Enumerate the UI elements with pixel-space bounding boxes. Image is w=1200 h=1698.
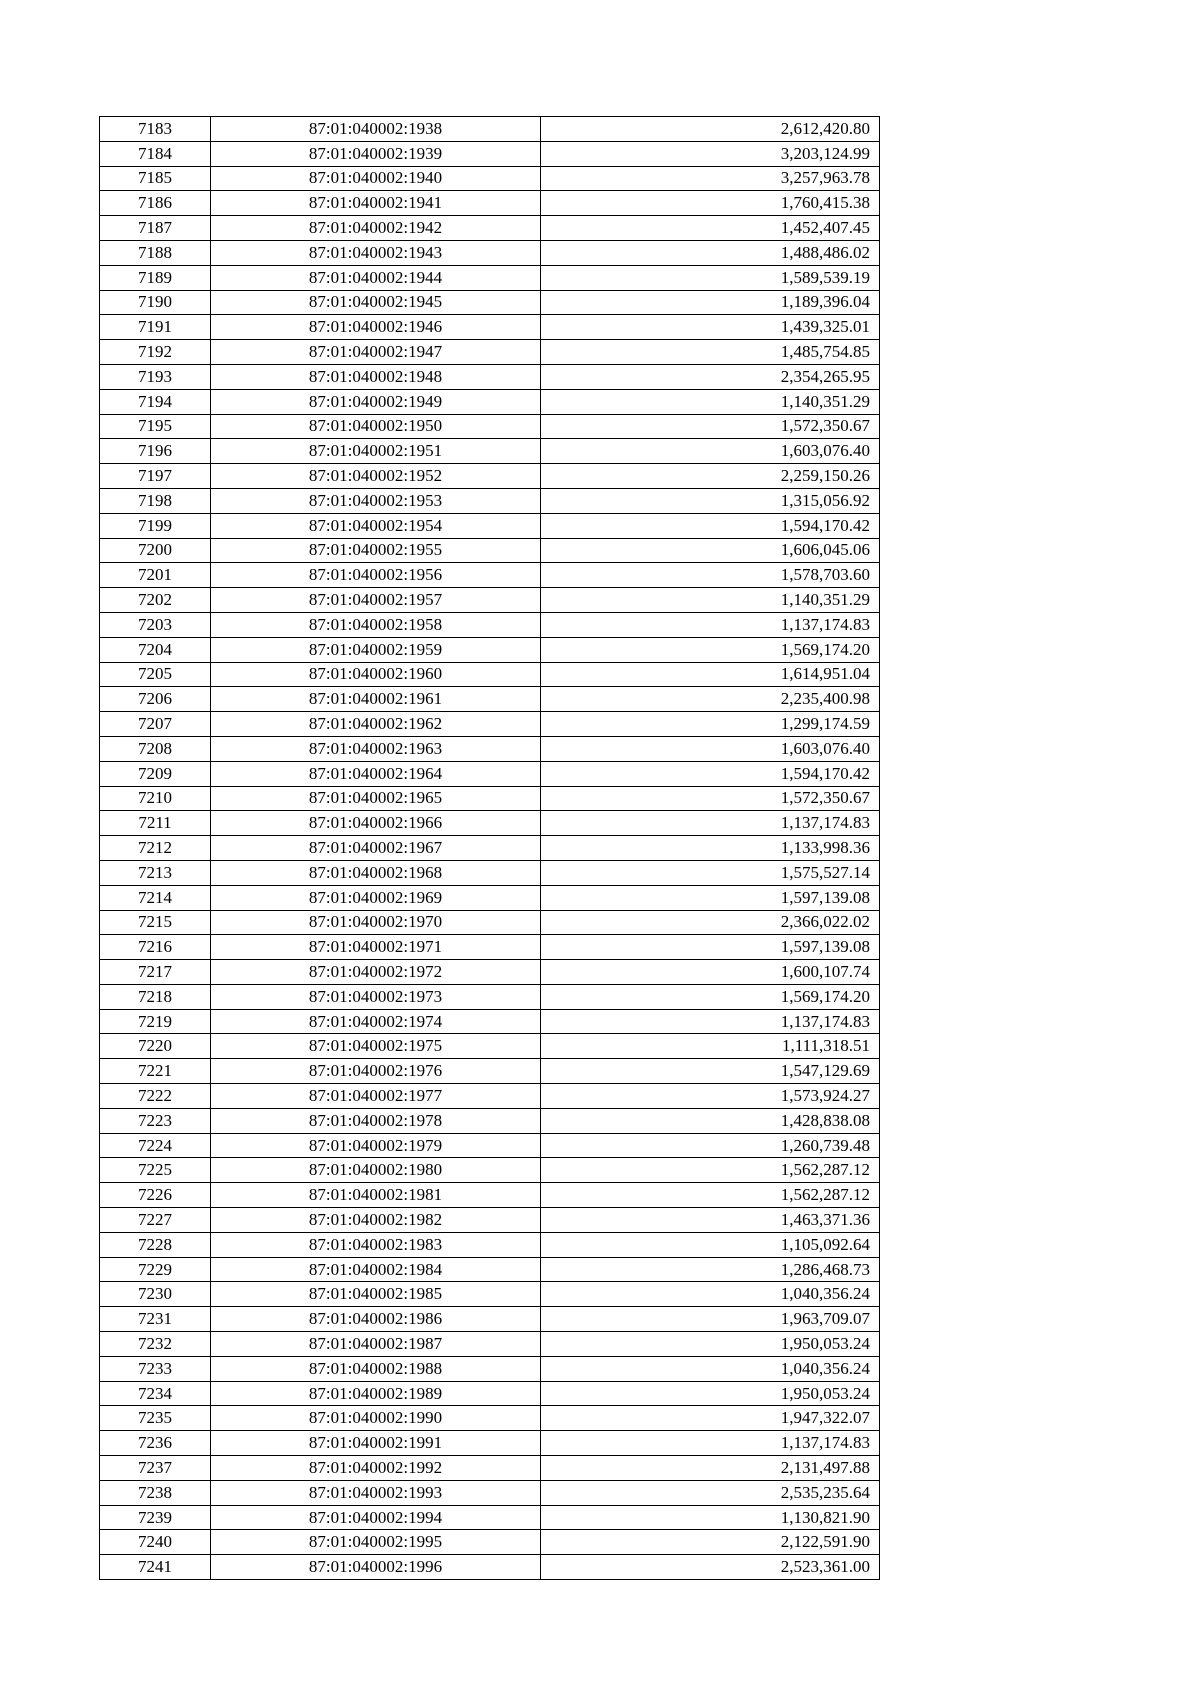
table-row <box>100 464 880 489</box>
table-row <box>100 1183 880 1208</box>
cadastral-number-cell: 87:01:040002:1939 <box>211 141 541 166</box>
cadastral-number-cell: 87:01:040002:1987 <box>211 1332 541 1357</box>
table-row <box>100 860 880 885</box>
row-number-cell: 7209 <box>100 761 211 786</box>
row-number-cell: 7203 <box>100 612 211 637</box>
table-row <box>100 1232 880 1257</box>
cadastral-number-cell: 87:01:040002:1961 <box>211 687 541 712</box>
table-row <box>100 1505 880 1530</box>
table-row <box>100 712 880 737</box>
table-row <box>100 1133 880 1158</box>
value-cell: 1,578,703.60 <box>541 563 880 588</box>
cadastral-number-cell: 87:01:040002:1962 <box>211 712 541 737</box>
cadastral-number-cell: 87:01:040002:1966 <box>211 811 541 836</box>
cadastral-number-cell: 87:01:040002:1969 <box>211 885 541 910</box>
value-cell: 1,603,076.40 <box>541 736 880 761</box>
row-number-cell: 7195 <box>100 414 211 439</box>
row-number-cell: 7191 <box>100 315 211 340</box>
table-row <box>100 984 880 1009</box>
cadastral-number-cell: 87:01:040002:1988 <box>211 1356 541 1381</box>
cadastral-number-cell: 87:01:040002:1970 <box>211 910 541 935</box>
table-row <box>100 1158 880 1183</box>
cadastral-number-cell: 87:01:040002:1972 <box>211 960 541 985</box>
row-number-cell: 7239 <box>100 1505 211 1530</box>
table-row <box>100 1108 880 1133</box>
table-body <box>100 117 880 1580</box>
table-row <box>100 1009 880 1034</box>
row-number-cell: 7229 <box>100 1257 211 1282</box>
row-number-cell: 7210 <box>100 786 211 811</box>
table-row <box>100 538 880 563</box>
cadastral-number-cell: 87:01:040002:1996 <box>211 1555 541 1580</box>
table-row <box>100 687 880 712</box>
row-number-cell: 7200 <box>100 538 211 563</box>
row-number-cell: 7188 <box>100 240 211 265</box>
cadastral-number-cell: 87:01:040002:1983 <box>211 1232 541 1257</box>
cadastral-number-cell: 87:01:040002:1958 <box>211 612 541 637</box>
row-number-cell: 7201 <box>100 563 211 588</box>
table-row <box>100 836 880 861</box>
cadastral-number-cell: 87:01:040002:1976 <box>211 1059 541 1084</box>
table-row <box>100 315 880 340</box>
value-cell: 1,189,396.04 <box>541 290 880 315</box>
cadastral-number-cell: 87:01:040002:1952 <box>211 464 541 489</box>
value-cell: 1,950,053.24 <box>541 1381 880 1406</box>
value-cell: 2,366,022.02 <box>541 910 880 935</box>
row-number-cell: 7202 <box>100 588 211 613</box>
row-number-cell: 7185 <box>100 166 211 191</box>
value-cell: 2,122,591.90 <box>541 1530 880 1555</box>
cadastral-number-cell: 87:01:040002:1946 <box>211 315 541 340</box>
value-cell: 2,354,265.95 <box>541 364 880 389</box>
value-cell: 1,260,739.48 <box>541 1133 880 1158</box>
cadastral-number-cell: 87:01:040002:1968 <box>211 860 541 885</box>
value-cell: 1,485,754.85 <box>541 340 880 365</box>
row-number-cell: 7238 <box>100 1480 211 1505</box>
table-row <box>100 1406 880 1431</box>
row-number-cell: 7230 <box>100 1282 211 1307</box>
row-number-cell: 7208 <box>100 736 211 761</box>
row-number-cell: 7192 <box>100 340 211 365</box>
value-cell: 1,597,139.08 <box>541 935 880 960</box>
table-row <box>100 290 880 315</box>
value-cell: 1,573,924.27 <box>541 1084 880 1109</box>
cadastral-number-cell: 87:01:040002:1977 <box>211 1084 541 1109</box>
value-cell: 1,575,527.14 <box>541 860 880 885</box>
value-cell: 1,137,174.83 <box>541 1009 880 1034</box>
value-cell: 1,600,107.74 <box>541 960 880 985</box>
table-row <box>100 1332 880 1357</box>
cadastral-number-cell: 87:01:040002:1941 <box>211 191 541 216</box>
table-row <box>100 662 880 687</box>
value-cell: 1,137,174.83 <box>541 1431 880 1456</box>
value-cell: 1,140,351.29 <box>541 389 880 414</box>
value-cell: 1,569,174.20 <box>541 637 880 662</box>
row-number-cell: 7231 <box>100 1307 211 1332</box>
table-row <box>100 1282 880 1307</box>
cadastral-number-cell: 87:01:040002:1985 <box>211 1282 541 1307</box>
value-cell: 1,562,287.12 <box>541 1183 880 1208</box>
value-cell: 2,259,150.26 <box>541 464 880 489</box>
value-cell: 1,572,350.67 <box>541 414 880 439</box>
row-number-cell: 7237 <box>100 1456 211 1481</box>
row-number-cell: 7241 <box>100 1555 211 1580</box>
row-number-cell: 7214 <box>100 885 211 910</box>
table-row <box>100 563 880 588</box>
value-cell: 1,547,129.69 <box>541 1059 880 1084</box>
cadastral-number-cell: 87:01:040002:1990 <box>211 1406 541 1431</box>
cadastral-number-cell: 87:01:040002:1989 <box>211 1381 541 1406</box>
row-number-cell: 7233 <box>100 1356 211 1381</box>
table-row <box>100 1381 880 1406</box>
row-number-cell: 7228 <box>100 1232 211 1257</box>
cadastral-number-cell: 87:01:040002:1973 <box>211 984 541 1009</box>
cadastral-number-cell: 87:01:040002:1974 <box>211 1009 541 1034</box>
row-number-cell: 7205 <box>100 662 211 687</box>
row-number-cell: 7220 <box>100 1034 211 1059</box>
cadastral-number-cell: 87:01:040002:1960 <box>211 662 541 687</box>
cadastral-number-cell: 87:01:040002:1971 <box>211 935 541 960</box>
table-row <box>100 240 880 265</box>
table-row <box>100 786 880 811</box>
cadastral-number-cell: 87:01:040002:1943 <box>211 240 541 265</box>
table-row <box>100 216 880 241</box>
value-cell: 1,428,838.08 <box>541 1108 880 1133</box>
cadastral-number-cell: 87:01:040002:1963 <box>211 736 541 761</box>
value-cell: 1,040,356.24 <box>541 1356 880 1381</box>
cadastral-number-cell: 87:01:040002:1955 <box>211 538 541 563</box>
table-row <box>100 166 880 191</box>
value-cell: 1,299,174.59 <box>541 712 880 737</box>
value-cell: 1,589,539.19 <box>541 265 880 290</box>
cadastral-number-cell: 87:01:040002:1951 <box>211 439 541 464</box>
value-cell: 1,137,174.83 <box>541 811 880 836</box>
row-number-cell: 7194 <box>100 389 211 414</box>
row-number-cell: 7207 <box>100 712 211 737</box>
table-row <box>100 265 880 290</box>
row-number-cell: 7213 <box>100 860 211 885</box>
value-cell: 1,286,468.73 <box>541 1257 880 1282</box>
value-cell: 1,040,356.24 <box>541 1282 880 1307</box>
row-number-cell: 7218 <box>100 984 211 1009</box>
cadastral-number-cell: 87:01:040002:1938 <box>211 117 541 142</box>
row-number-cell: 7219 <box>100 1009 211 1034</box>
row-number-cell: 7199 <box>100 513 211 538</box>
value-cell: 1,594,170.42 <box>541 513 880 538</box>
value-cell: 1,603,076.40 <box>541 439 880 464</box>
table-row <box>100 1356 880 1381</box>
row-number-cell: 7216 <box>100 935 211 960</box>
table-row <box>100 1084 880 1109</box>
value-cell: 1,572,350.67 <box>541 786 880 811</box>
table-row <box>100 1480 880 1505</box>
cadastral-number-cell: 87:01:040002:1965 <box>211 786 541 811</box>
row-number-cell: 7190 <box>100 290 211 315</box>
cadastral-number-cell: 87:01:040002:1949 <box>211 389 541 414</box>
cadastral-number-cell: 87:01:040002:1954 <box>211 513 541 538</box>
row-number-cell: 7204 <box>100 637 211 662</box>
row-number-cell: 7227 <box>100 1208 211 1233</box>
value-cell: 3,257,963.78 <box>541 166 880 191</box>
table-row <box>100 1257 880 1282</box>
table-row <box>100 1307 880 1332</box>
cadastral-number-cell: 87:01:040002:1950 <box>211 414 541 439</box>
value-cell: 1,614,951.04 <box>541 662 880 687</box>
table-row <box>100 414 880 439</box>
value-cell: 1,133,998.36 <box>541 836 880 861</box>
data-table <box>99 116 880 1580</box>
cadastral-number-cell: 87:01:040002:1942 <box>211 216 541 241</box>
value-cell: 1,488,486.02 <box>541 240 880 265</box>
row-number-cell: 7232 <box>100 1332 211 1357</box>
row-number-cell: 7240 <box>100 1530 211 1555</box>
row-number-cell: 7184 <box>100 141 211 166</box>
value-cell: 1,315,056.92 <box>541 488 880 513</box>
row-number-cell: 7198 <box>100 488 211 513</box>
table-row <box>100 1034 880 1059</box>
table-row <box>100 1059 880 1084</box>
row-number-cell: 7223 <box>100 1108 211 1133</box>
row-number-cell: 7211 <box>100 811 211 836</box>
row-number-cell: 7221 <box>100 1059 211 1084</box>
table-row <box>100 364 880 389</box>
table-row <box>100 935 880 960</box>
table-row <box>100 885 880 910</box>
value-cell: 1,597,139.08 <box>541 885 880 910</box>
cadastral-number-cell: 87:01:040002:1959 <box>211 637 541 662</box>
cadastral-number-cell: 87:01:040002:1964 <box>211 761 541 786</box>
row-number-cell: 7196 <box>100 439 211 464</box>
row-number-cell: 7234 <box>100 1381 211 1406</box>
row-number-cell: 7217 <box>100 960 211 985</box>
row-number-cell: 7189 <box>100 265 211 290</box>
table-row <box>100 1208 880 1233</box>
value-cell: 1,562,287.12 <box>541 1158 880 1183</box>
table-row <box>100 811 880 836</box>
value-cell: 1,947,322.07 <box>541 1406 880 1431</box>
table-row <box>100 960 880 985</box>
row-number-cell: 7225 <box>100 1158 211 1183</box>
table-row <box>100 1555 880 1580</box>
row-number-cell: 7226 <box>100 1183 211 1208</box>
cadastral-number-cell: 87:01:040002:1940 <box>211 166 541 191</box>
value-cell: 1,606,045.06 <box>541 538 880 563</box>
table-row <box>100 910 880 935</box>
cadastral-number-cell: 87:01:040002:1947 <box>211 340 541 365</box>
cadastral-number-cell: 87:01:040002:1979 <box>211 1133 541 1158</box>
table-row <box>100 117 880 142</box>
cadastral-number-cell: 87:01:040002:1982 <box>211 1208 541 1233</box>
table-row <box>100 588 880 613</box>
cadastral-number-cell: 87:01:040002:1953 <box>211 488 541 513</box>
cadastral-number-cell: 87:01:040002:1944 <box>211 265 541 290</box>
table-row <box>100 439 880 464</box>
row-number-cell: 7215 <box>100 910 211 935</box>
cadastral-number-cell: 87:01:040002:1981 <box>211 1183 541 1208</box>
table-row <box>100 389 880 414</box>
value-cell: 1,111,318.51 <box>541 1034 880 1059</box>
value-cell: 2,535,235.64 <box>541 1480 880 1505</box>
row-number-cell: 7212 <box>100 836 211 861</box>
row-number-cell: 7183 <box>100 117 211 142</box>
value-cell: 1,439,325.01 <box>541 315 880 340</box>
row-number-cell: 7206 <box>100 687 211 712</box>
table-row <box>100 637 880 662</box>
value-cell: 1,130,821.90 <box>541 1505 880 1530</box>
cadastral-number-cell: 87:01:040002:1975 <box>211 1034 541 1059</box>
row-number-cell: 7222 <box>100 1084 211 1109</box>
cadastral-number-cell: 87:01:040002:1995 <box>211 1530 541 1555</box>
value-cell: 1,963,709.07 <box>541 1307 880 1332</box>
row-number-cell: 7197 <box>100 464 211 489</box>
row-number-cell: 7187 <box>100 216 211 241</box>
cadastral-number-cell: 87:01:040002:1992 <box>211 1456 541 1481</box>
value-cell: 2,523,361.00 <box>541 1555 880 1580</box>
table-row <box>100 761 880 786</box>
cadastral-number-cell: 87:01:040002:1956 <box>211 563 541 588</box>
row-number-cell: 7236 <box>100 1431 211 1456</box>
value-cell: 1,137,174.83 <box>541 612 880 637</box>
value-cell: 1,760,415.38 <box>541 191 880 216</box>
value-cell: 3,203,124.99 <box>541 141 880 166</box>
table-row <box>100 1431 880 1456</box>
cadastral-number-cell: 87:01:040002:1994 <box>211 1505 541 1530</box>
row-number-cell: 7224 <box>100 1133 211 1158</box>
cadastral-number-cell: 87:01:040002:1980 <box>211 1158 541 1183</box>
table-row <box>100 1456 880 1481</box>
cadastral-number-cell: 87:01:040002:1957 <box>211 588 541 613</box>
row-number-cell: 7235 <box>100 1406 211 1431</box>
cadastral-number-cell: 87:01:040002:1984 <box>211 1257 541 1282</box>
cadastral-number-cell: 87:01:040002:1967 <box>211 836 541 861</box>
table-row <box>100 513 880 538</box>
value-cell: 1,452,407.45 <box>541 216 880 241</box>
table-row <box>100 191 880 216</box>
cadastral-number-cell: 87:01:040002:1948 <box>211 364 541 389</box>
row-number-cell: 7193 <box>100 364 211 389</box>
table-row <box>100 141 880 166</box>
cadastral-number-cell: 87:01:040002:1978 <box>211 1108 541 1133</box>
value-cell: 2,235,400.98 <box>541 687 880 712</box>
cadastral-number-cell: 87:01:040002:1986 <box>211 1307 541 1332</box>
value-cell: 2,131,497.88 <box>541 1456 880 1481</box>
value-cell: 1,569,174.20 <box>541 984 880 1009</box>
row-number-cell: 7186 <box>100 191 211 216</box>
value-cell: 1,594,170.42 <box>541 761 880 786</box>
cadastral-number-cell: 87:01:040002:1945 <box>211 290 541 315</box>
table-row <box>100 488 880 513</box>
value-cell: 1,105,092.64 <box>541 1232 880 1257</box>
value-cell: 2,612,420.80 <box>541 117 880 142</box>
value-cell: 1,463,371.36 <box>541 1208 880 1233</box>
table-row <box>100 736 880 761</box>
cadastral-number-cell: 87:01:040002:1991 <box>211 1431 541 1456</box>
value-cell: 1,950,053.24 <box>541 1332 880 1357</box>
table-row <box>100 612 880 637</box>
cadastral-number-cell: 87:01:040002:1993 <box>211 1480 541 1505</box>
table-row <box>100 340 880 365</box>
value-cell: 1,140,351.29 <box>541 588 880 613</box>
table-row <box>100 1530 880 1555</box>
